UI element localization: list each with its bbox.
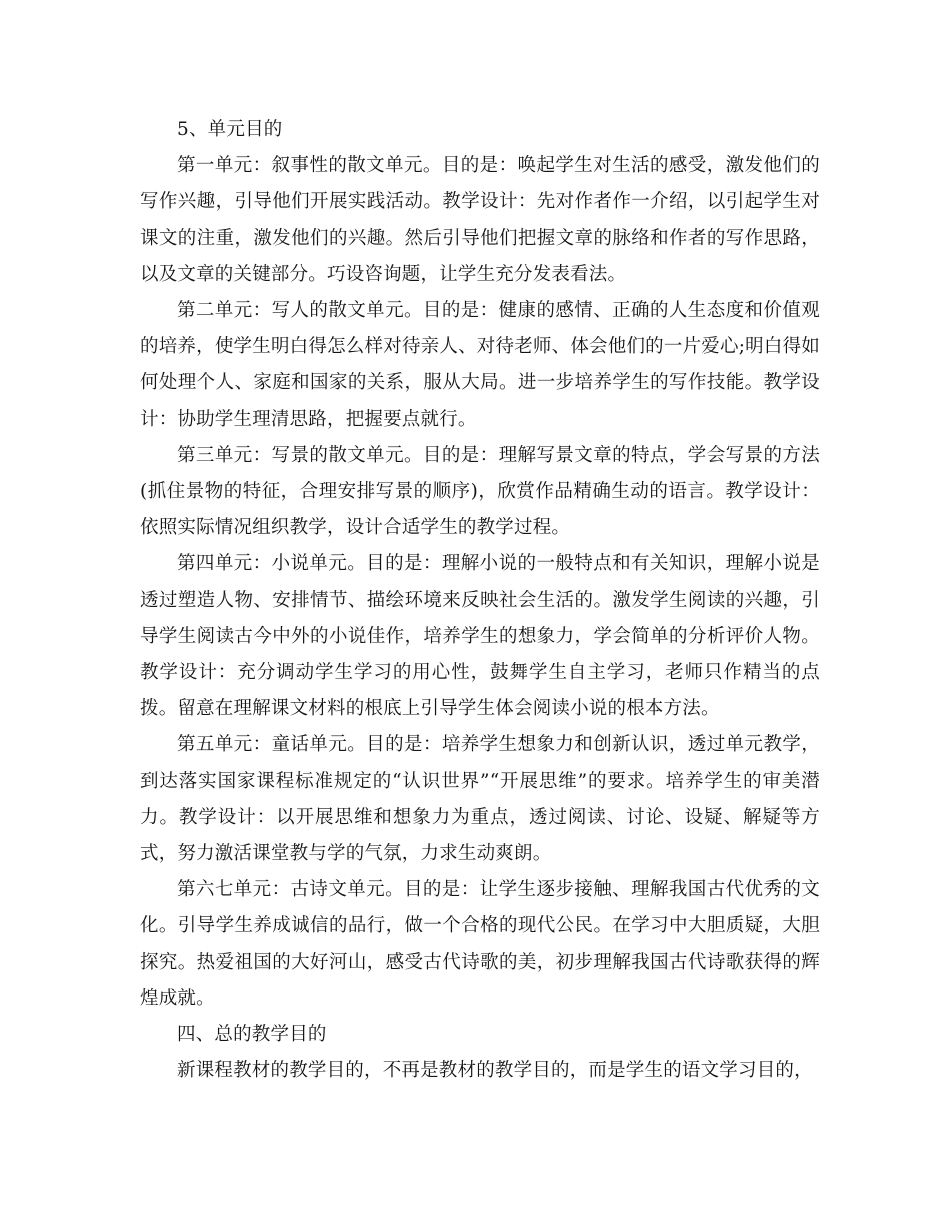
paragraph-unit-4: 第四单元：小说单元。目的是：理解小说的一般特点和有关知识，理解小说是透过塑造人物、安排情节、描绘环境来反映社会生活的。激发学生阅读的兴趣，引导学生阅读古今中外的小说佳作，培养学生的想象力，学会简单的分析评价人物。教学设计：充分调动学生学习的用心性，鼓舞学生自主学习，老师只作精当的点拨。留意在理解课文材料的根底上引导学生体会阅读小说的根本方法。: [140, 553, 820, 720]
paragraph-unit-2: 第二单元：写人的散文单元。目的是：健康的感情、正确的人生态度和价值观的培养，使学生明白得怎么样对待亲人、对待老师、体会他们的一片爱心;明白得如何处理个人、家庭和国家的关系，服从大局。进一步培养学生的写作技能。教学设计：协助学生理清思路，把握要点就行。: [140, 300, 820, 430]
document-body: [140, 112, 820, 1089]
paragraph-unit-1: 第一单元：叙事性的散文单元。目的是：唤起学生对生活的感受，激发他们的写作兴趣，引导他们开展实践活动。教学设计：先对作者作一介绍，以引起学生对课文的注重，激发他们的兴趣。然后引导他们把握文章的脉络和作者的写作思路，以及文章的关键部分。巧设咨询题，让学生充分发表看法。: [140, 155, 820, 285]
paragraph-unit-5: 第五单元：童话单元。目的是：培养学生想象力和创新认识，透过单元教学，到达落实国家课程标准规定的“认识世界”“开展思维”的要求。培养学生的审美潜力。教学设计：以开展思维和想象力为重点，透过阅读、讨论、设疑、解疑等方式，努力激活课堂教与学的气氛，力求生动爽朗。: [140, 734, 820, 865]
paragraph-overall-goals: 新课程教材的教学目的，不再是教材的教学目的，而是学生的语文学习目的，: [177, 1060, 813, 1082]
section-heading-overall-goals: 四、总的教学目的: [177, 1024, 327, 1046]
section-heading-unit-goals: 5、单元目的: [177, 119, 283, 140]
paragraph-unit-3: 第三单元：写景的散文单元。目的是：理解写景文章的特点，学会写景的方法(抓住景物的特征，合理安排写景的顺序)，欣赏作品精确生动的语言。教学设计：依照实际情况组织教学，设计合适学生的教学过程。: [140, 444, 820, 539]
paragraph-unit-6-7: 第六七单元：古诗文单元。目的是：让学生逐步接触、理解我国古代优秀的文化。引导学生养成诚信的品行，做一个合格的现代公民。在学习中大胆质疑，大胆探究。热爱祖国的大好河山，感受古代诗歌的美，初步理解我国古代诗歌获得的辉煌成就。: [140, 879, 820, 1009]
